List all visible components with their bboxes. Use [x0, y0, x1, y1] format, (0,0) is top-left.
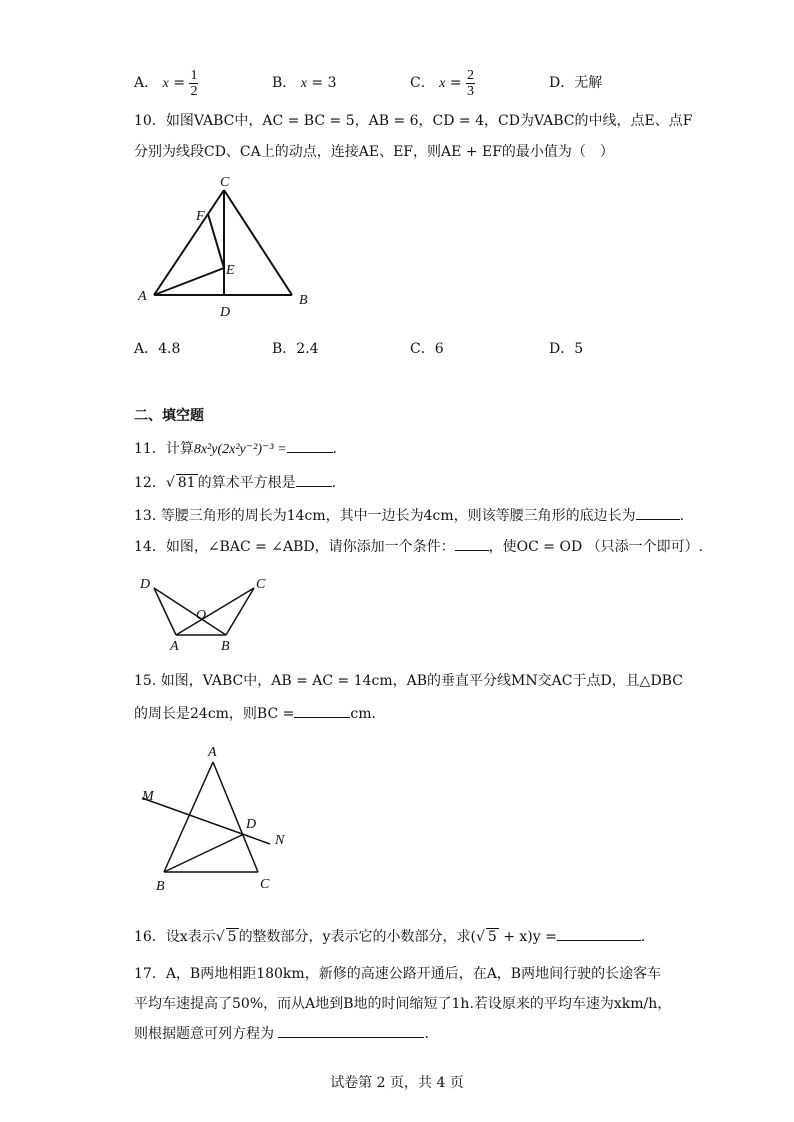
q14: 14．如图，∠BAC = ∠ABD，请你添加一个条件： ，使OC = OD （只添一个即可）.	[134, 536, 703, 556]
answer-blank[interactable]	[557, 926, 641, 941]
label-n: N	[275, 833, 285, 848]
label-a: A	[138, 289, 147, 304]
q17-line-3: 则根据题意可列方程为 .	[134, 1023, 429, 1043]
q10-figure	[132, 170, 322, 320]
q13: 13. 等腰三角形的周长为14cm，其中一边长为4cm，则该等腰三角形的底边长为 .	[134, 505, 684, 525]
label-f: F	[196, 209, 205, 224]
label-b: B	[299, 293, 308, 308]
q10-option-d: D．5	[549, 341, 584, 357]
answer-blank[interactable]	[455, 536, 489, 551]
label-c: C	[260, 877, 270, 892]
answer-blank[interactable]	[278, 1023, 424, 1038]
label-c: C	[220, 175, 230, 190]
label-c: C	[256, 577, 266, 592]
q10-option-a: A．4.8	[134, 341, 181, 357]
label-m: M	[142, 789, 154, 804]
answer-blank[interactable]	[294, 703, 350, 718]
side-ab	[164, 762, 213, 872]
label-o: O	[196, 608, 207, 623]
page-footer: 试卷第 2 页，共 4 页	[330, 1075, 464, 1091]
q10-option-c: C．6	[410, 341, 444, 357]
sqrt-sign: √	[165, 475, 175, 491]
segment-ef	[208, 214, 224, 268]
label-b: B	[221, 639, 230, 654]
answer-blank[interactable]	[296, 472, 332, 487]
q9-option-b: B． x = 3	[272, 75, 337, 91]
q15-line-1: 15. 如图，VABC中，AB = AC = 14cm，AB的垂直平分线MN交AC于点D，且△DBC	[134, 673, 683, 689]
sqrt-sign: √	[475, 929, 485, 945]
fraction: $\frac{1}{2}$	[190, 67, 198, 99]
label-a: A	[208, 745, 217, 760]
segment-bc	[226, 588, 254, 635]
q15-line-2: 的周长是24cm，则BC = cm.	[134, 703, 376, 723]
answer-blank[interactable]	[636, 505, 680, 520]
fraction: $\frac{2}{3}$	[467, 67, 475, 99]
q17-line-1: 17．A，B两地相距180km，新修的高速公路开通后，在A，B两地间行驶的长途客车	[134, 966, 662, 982]
q16: 16．设x表示√ 5 的整数部分，y表示它的小数部分，求(√ 5 + x)y = .	[134, 926, 645, 946]
q11: 11．计算8x²y(2x²y⁻²)⁻³ = .	[134, 438, 337, 458]
q9-option-d: D．无解	[549, 75, 603, 91]
q14-figure	[134, 572, 274, 654]
q10-line-2: 分别为线段CD、CA上的动点，连接AE、EF，则AE + EF的最小值为（ ）	[134, 144, 614, 160]
label-e: E	[226, 263, 235, 278]
label-d: D	[246, 817, 257, 832]
label-d: D	[140, 577, 151, 592]
sqrt-sign: √	[215, 929, 225, 945]
answer-blank[interactable]	[287, 438, 333, 453]
q10-line-1: 10．如图VABC中，AC = BC = 5，AB = 6，CD = 4，CD为VABC的中线，点E、点F	[134, 113, 693, 129]
q9-option-a: A． x = $\frac{1}{2}$	[134, 67, 198, 99]
q15-figure	[134, 738, 304, 898]
q9-option-c: C． x = $\frac{2}{3}$	[410, 67, 475, 99]
side-ac	[154, 190, 224, 295]
section-title: 二、填空题	[134, 408, 204, 424]
q12: 12．√ 81 的算术平方根是 .	[134, 472, 336, 492]
label-b: B	[156, 879, 165, 894]
side-bc	[224, 190, 292, 295]
q17-line-2: 平均车速提高了50%，而从A地到B地的时间缩短了1h.若设原来的平均车速为xkm/h，	[134, 996, 672, 1012]
segment-ae	[154, 268, 224, 295]
q10-option-b: B．2.4	[272, 341, 319, 357]
label-a: A	[170, 639, 179, 654]
label-d: D	[220, 305, 231, 320]
segment-bd	[164, 834, 244, 872]
